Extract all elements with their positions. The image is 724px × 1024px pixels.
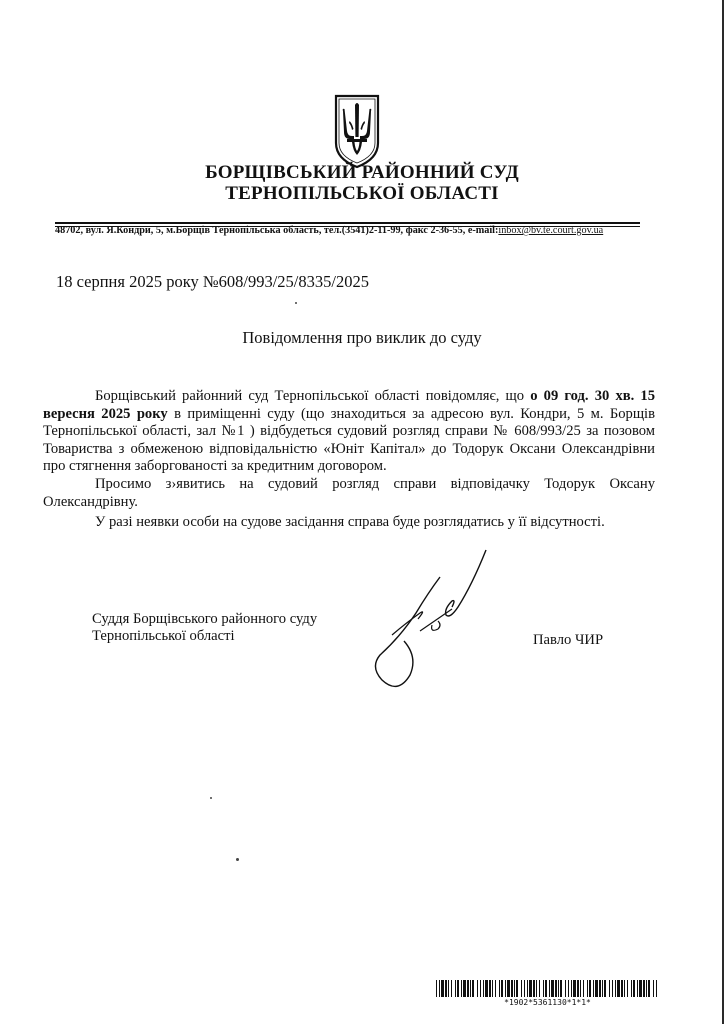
barcode-icon [436, 980, 659, 997]
header-rule [55, 222, 640, 224]
notice-intro: Борщівський районний суд Тернопільської області повідомляє, що [95, 388, 525, 404]
judge-title-line2: Тернопільської області [92, 628, 235, 644]
notice-paragraph-3: У разі неявки особи на судове засідання справа буде розглядатись у її відсутності. [95, 514, 605, 531]
judge-name: Павло ЧИР [533, 632, 604, 648]
address-text: 48702, вул. Я.Кондри, 5, м.Борщів Тернопільська область, тел.(3541)2-11-99, факс 2-36-55, e-mail: [55, 225, 499, 236]
scan-speck [236, 858, 239, 861]
notice-body [43, 388, 655, 532]
handwritten-signature-icon [360, 545, 500, 695]
judge-title-line1: Суддя Борщівського районного суду [92, 611, 318, 627]
judge-title [92, 611, 317, 645]
email-link[interactable]: inbox@bv.te.court.gov.ua [498, 225, 604, 236]
scan-speck [210, 797, 212, 799]
date-and-reference-number: 18 серпня 2025 року №608/993/25/8335/2025 [56, 272, 369, 291]
notice-paragraph-2: Просимо з›явитись на судовий розгляд справи відповідачку Тодорук Оксану Олександрівну. [43, 475, 655, 510]
barcode-number: *1902*5361130*1*1* [504, 998, 591, 1007]
scan-speck [295, 302, 297, 304]
court-name-line1: БОРЩІВСЬКИЙ РАЙОННИЙ СУД [205, 162, 519, 183]
hearing-datetime: о 09 год. 30 хв. 15 вересня 2025 року [43, 388, 656, 422]
trident-coat-of-arms-icon [333, 93, 381, 169]
court-name-line2: ТЕРНОПІЛЬСЬКОЇ ОБЛАСТІ [225, 183, 499, 204]
court-address [55, 225, 675, 236]
notice-details: в приміщенні суду (що знаходиться за адресою вул. Кондри, 5 м. Борщів Тернопільської області, зал №1 ) відбудеться судовий розгляд справи № 608/993/25 за позовом Товариства з обмеженою відповідальністю «Юніт Капітал» до Тодорук Оксани Олександрівни про стягнення заборгованості за кредитним договором. [43, 405, 655, 475]
document-title: Повідомлення про виклик до суду [242, 328, 482, 347]
notice-paragraph-1 [43, 388, 655, 476]
